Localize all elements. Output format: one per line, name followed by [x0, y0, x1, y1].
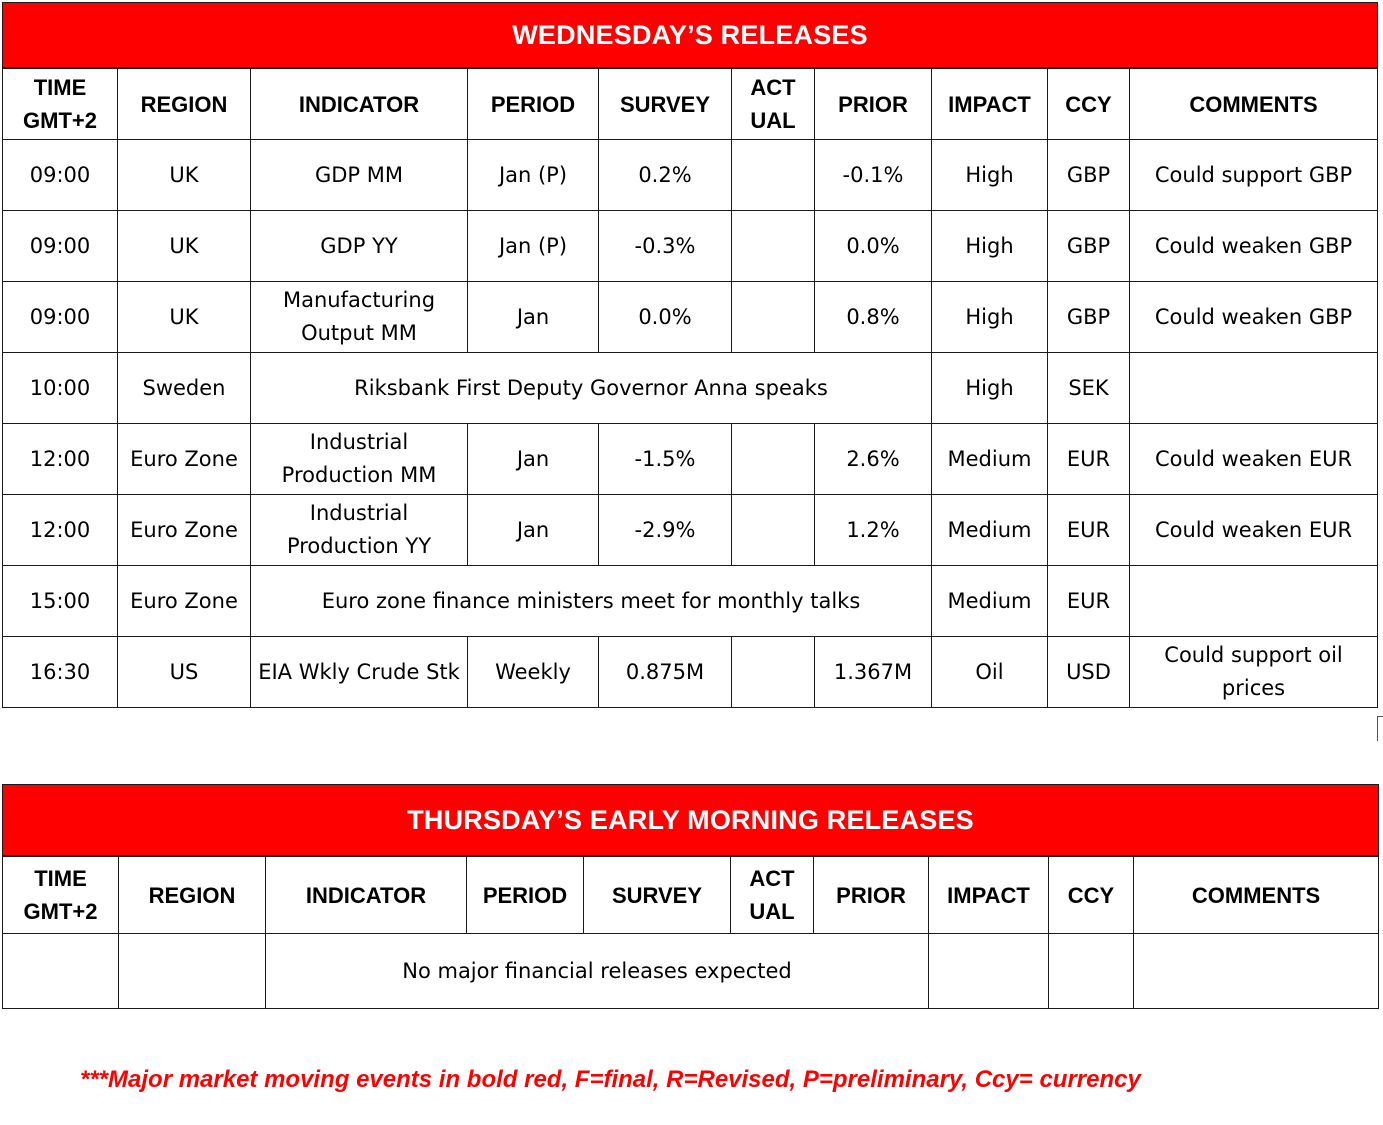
header-time-label: TIME	[34, 866, 87, 891]
cell-region: UK	[118, 211, 251, 282]
header-comments: COMMENTS	[1130, 68, 1378, 140]
cell-actual	[732, 495, 815, 566]
cell-region: US	[118, 637, 251, 708]
cell-impact: Oil	[932, 637, 1048, 708]
cell-actual	[732, 211, 815, 282]
wednesday-title: WEDNESDAY’S RELEASES	[3, 3, 1378, 69]
cell-impact: Medium	[932, 424, 1048, 495]
cell-prior: 1.367M	[815, 637, 932, 708]
header-time	[3, 68, 118, 140]
cell-comments	[1130, 353, 1378, 424]
cell-survey: -0.3%	[599, 211, 732, 282]
cell-indicator: Industrial Production YY	[251, 495, 468, 566]
cell-ccy: EUR	[1048, 495, 1130, 566]
header-period: PERIOD	[467, 856, 584, 934]
table-row	[3, 211, 1378, 282]
header-actual	[731, 856, 814, 934]
cell-region	[119, 934, 266, 1009]
table-resize-handle[interactable]	[1377, 716, 1383, 741]
cell-ccy: GBP	[1048, 211, 1130, 282]
header-actual-part2: UAL	[749, 899, 795, 924]
cell-comments: Could weaken EUR	[1130, 495, 1378, 566]
cell-impact: High	[932, 282, 1048, 353]
cell-comments	[1130, 566, 1378, 637]
header-survey: SURVEY	[599, 68, 732, 140]
cell-actual	[732, 140, 815, 211]
table-row	[3, 934, 1379, 1009]
cell-time: 10:00	[3, 353, 118, 424]
cell-prior: -0.1%	[815, 140, 932, 211]
header-timezone-label: GMT+2	[23, 899, 98, 924]
header-region: REGION	[119, 856, 266, 934]
table-row	[3, 495, 1378, 566]
footnote: ***Major market moving events in bold red, F=final, R=Revised, P=preliminary, Ccy= currency	[80, 1066, 1141, 1093]
cell-actual	[732, 424, 815, 495]
header-prior: PRIOR	[815, 68, 932, 140]
cell-prior: 1.2%	[815, 495, 932, 566]
cell-region: Sweden	[118, 353, 251, 424]
header-survey: SURVEY	[584, 856, 731, 934]
cell-period: Jan	[468, 282, 599, 353]
cell-region: Euro Zone	[118, 495, 251, 566]
header-indicator: INDICATOR	[251, 68, 468, 140]
cell-time: 15:00	[3, 566, 118, 637]
cell-time: 09:00	[3, 211, 118, 282]
header-ccy: CCY	[1048, 68, 1130, 140]
cell-time	[3, 934, 119, 1009]
cell-time: 16:30	[3, 637, 118, 708]
cell-period: Weekly	[468, 637, 599, 708]
cell-survey: 0.0%	[599, 282, 732, 353]
cell-actual	[732, 282, 815, 353]
table-row	[3, 424, 1378, 495]
cell-ccy: EUR	[1048, 566, 1130, 637]
cell-period: Jan	[468, 424, 599, 495]
cell-period: Jan (P)	[468, 211, 599, 282]
header-timezone-label: GMT+2	[23, 108, 97, 133]
cell-survey: 0.2%	[599, 140, 732, 211]
header-actual-part1: ACT	[749, 866, 795, 891]
cell-comments: Could weaken GBP	[1130, 211, 1378, 282]
header-region: REGION	[118, 68, 251, 140]
thursday-title: THURSDAY’S EARLY MORNING RELEASES	[3, 785, 1379, 857]
cell-impact: High	[932, 211, 1048, 282]
cell-ccy: GBP	[1048, 140, 1130, 211]
cell-period: Jan (P)	[468, 140, 599, 211]
cell-prior: 0.8%	[815, 282, 932, 353]
header-impact: IMPACT	[932, 68, 1048, 140]
cell-impact: Medium	[932, 495, 1048, 566]
cell-indicator: Manufacturing Output MM	[251, 282, 468, 353]
cell-indicator: EIA Wkly Crude Stk	[251, 637, 468, 708]
cell-actual	[732, 637, 815, 708]
cell-survey: 0.875M	[599, 637, 732, 708]
cell-comments: Could weaken GBP	[1130, 282, 1378, 353]
cell-survey: -2.9%	[599, 495, 732, 566]
header-prior: PRIOR	[814, 856, 929, 934]
cell-ccy: SEK	[1048, 353, 1130, 424]
header-actual-part2: UAL	[750, 108, 796, 133]
header-actual	[732, 68, 815, 140]
header-actual-part1: ACT	[750, 75, 796, 100]
cell-event: Riksbank First Deputy Governor Anna speaks	[251, 353, 932, 424]
cell-ccy	[1049, 934, 1134, 1009]
cell-survey: -1.5%	[599, 424, 732, 495]
cell-region: Euro Zone	[118, 566, 251, 637]
table-row	[3, 637, 1378, 708]
cell-impact	[929, 934, 1049, 1009]
header-ccy: CCY	[1049, 856, 1134, 934]
cell-comments: Could support oil prices	[1130, 637, 1378, 708]
cell-region: Euro Zone	[118, 424, 251, 495]
cell-region: UK	[118, 282, 251, 353]
cell-period: Jan	[468, 495, 599, 566]
cell-time: 09:00	[3, 140, 118, 211]
cell-impact: High	[932, 353, 1048, 424]
cell-ccy: EUR	[1048, 424, 1130, 495]
cell-event: Euro zone finance ministers meet for monthly talks	[251, 566, 932, 637]
thursday-releases-table	[2, 784, 1379, 1009]
header-period: PERIOD	[468, 68, 599, 140]
cell-time: 09:00	[3, 282, 118, 353]
thursday-header-row	[3, 856, 1379, 934]
cell-prior: 2.6%	[815, 424, 932, 495]
table-row	[3, 353, 1378, 424]
cell-indicator: GDP MM	[251, 140, 468, 211]
cell-indicator: GDP YY	[251, 211, 468, 282]
wednesday-releases-table	[2, 2, 1378, 708]
cell-comments	[1134, 934, 1379, 1009]
cell-ccy: GBP	[1048, 282, 1130, 353]
cell-impact: High	[932, 140, 1048, 211]
wednesday-header-row	[3, 68, 1378, 140]
cell-event: No major financial releases expected	[266, 934, 929, 1009]
header-time-label: TIME	[33, 75, 87, 100]
cell-ccy: USD	[1048, 637, 1130, 708]
header-time	[3, 856, 119, 934]
cell-time: 12:00	[3, 495, 118, 566]
header-indicator: INDICATOR	[266, 856, 467, 934]
cell-region: UK	[118, 140, 251, 211]
header-impact: IMPACT	[929, 856, 1049, 934]
cell-indicator: Industrial Production MM	[251, 424, 468, 495]
table-row	[3, 566, 1378, 637]
cell-prior: 0.0%	[815, 211, 932, 282]
table-row	[3, 282, 1378, 353]
cell-impact: Medium	[932, 566, 1048, 637]
cell-comments: Could weaken EUR	[1130, 424, 1378, 495]
header-comments: COMMENTS	[1134, 856, 1379, 934]
table-row	[3, 140, 1378, 211]
cell-time: 12:00	[3, 424, 118, 495]
cell-comments: Could support GBP	[1130, 140, 1378, 211]
